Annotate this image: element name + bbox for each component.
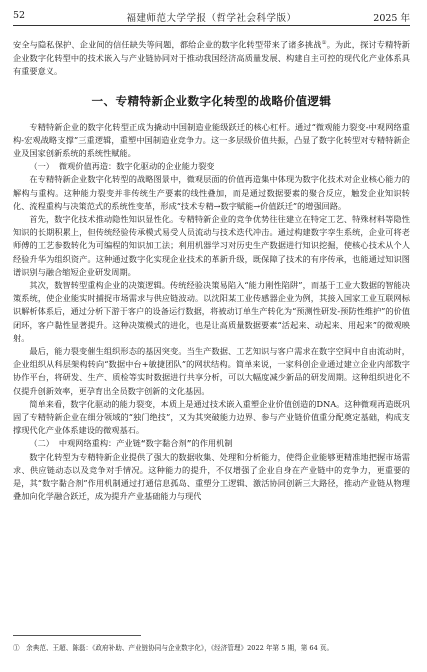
body-paragraph: 最后，能力裂变催生组织形态的基因突变。当生产数据、工艺知识与客户需求在数字空间中自由流动时，企业组织从科层架构转向“数据中台+敏捷团队”的网状结构。简单来说，一家科创企业通过建立企业内部数字协作平台，将研发、生产、质检等实时数据进行共享分析，可以大幅度减少新品的研发周期。这种组织进化不仅提升创新效率，更孕育出全员数字创新的文化基因。 — [13, 346, 410, 396]
header-rule — [13, 25, 410, 26]
intro-text-a: 安全与隐私保护、企业间的信任缺失等问题，都给企业的数字化转型带来了诸多挑战 — [13, 39, 322, 50]
body-paragraph: 在专精特新企业数字化转型的战略图景中，微观层面的价值再造集中体现为数字化技术对企业核心能力的解构与重构。这种能力裂变并非传统生产要素的线性叠加，而是通过数据要素的聚合反应，触发企业知识转化、流程重构与决策范式的系统性变革，形成“技术专精→数字赋能→价值跃迁”的增强回路。 — [13, 174, 410, 211]
footnote-rule — [13, 635, 141, 636]
footnote: ① 余典范、王超、陈磊：《政府补助、产业链协同与企业数字化》，《经济管理》2022 年第 5 期，第 64 页。 — [13, 644, 334, 652]
body-paragraph: 数字化转型为专精特新企业提供了强大的数据收集、处理和分析能力，使得企业能够更精准地把握市场需求、供应链动态以及竞争对手情况。这种能力的提升，不仅增强了企业自身在产业链中的竞争力，更重要的是，其“数字黏合剂”作用机制通过打通信息孤岛、重塑分工逻辑、激活协同创新三大路径，推动产业链从物理叠加向化学融合跃迁，成为提升产业基础能力与现代 — [13, 451, 410, 502]
section-title: 一、专精特新企业数字化转型的战略价值逻辑 — [91, 94, 332, 109]
body-paragraph: 首先，数字化技术推动隐性知识显性化。专精特新企业的竞争优势往往建立在特定工艺、特殊材料等隐性知识的长期积累上，但传统经验传承模式易受人员流动与技术迭代冲击。通过构建数字孪生系统，企业可将老师傅的工艺参数转化为可编程的知识加工法；利用机器学习对历史生产数据进行知识挖掘，使核心技术从个人经验升华为组织资产。这种通过数字化实现企业技术的革新升级，既保障了技术的有序传承，也能通过知识图谱识别与融合缩短企业研发周期。 — [13, 213, 410, 277]
section-intro-paragraph: 专精特新企业的数字化转型正成为撬动中国制造业能级跃迁的核心杠杆。通过“微观能力裂变-中观网络重构-宏观战略支撑”三重逻辑，重塑中国制造业竞争力。这一多层级价值共振，凸显了数字化转型对专精特新企业及国家创新系统的系统性赋能。 — [13, 121, 410, 158]
intro-text-b: 。为此，探讨专精特新企业数字化转型中的技术嵌入与产业链协同对于推动我国经济高质量发展、构建自主可控的现代化产业体系具有重要意义。 — [13, 39, 410, 77]
intro-paragraph — [13, 37, 410, 78]
header-year: 2025 年 — [373, 13, 410, 24]
running-header — [13, 8, 410, 24]
body-paragraph: 简单来看，数字化驱动的能力裂变，本质上是通过技术嵌入重塑企业价值创造的DNA。这种微观再造既巩固了专精特新企业在细分领域的“独门绝技”，又为其突破能力边界、参与产业链价值重分配奠定基础，构成支撑现代化产业体系建设的微观基石。 — [13, 398, 410, 436]
page-number: 52 — [13, 10, 26, 21]
subsection-heading-2: （二） 中观网络重构：产业链“数字黏合剂”的作用机制 — [29, 438, 233, 449]
page-body — [13, 37, 410, 503]
body-paragraph: 其次，数智转型重构企业的决策逻辑。传统经验决策易陷入“能力刚性陷阱”，而基于工业大数据的智能决策系统，使企业能实时捕捉市场需求与供应链波动。以沈阳某工业传感器企业为例，其接入国家工业互联网标识解析体系后，通过分析下游于客户的设备运行数据，将被动订单生产转化为“预测性研发-预防性维护”的价值闭环，客户黏性显著提升。这种决策模式的进化，也是让高质量数据要素“活起来、动起来、用起来”的微观映射。 — [13, 279, 410, 343]
journal-title: 福建师范大学学报（哲学社会科学版） — [126, 13, 297, 24]
footnote-marker[interactable]: ① — [321, 40, 327, 46]
subsection-heading-1: （一） 微观价值再造：数字化驱动的企业能力裂变 — [29, 161, 215, 172]
